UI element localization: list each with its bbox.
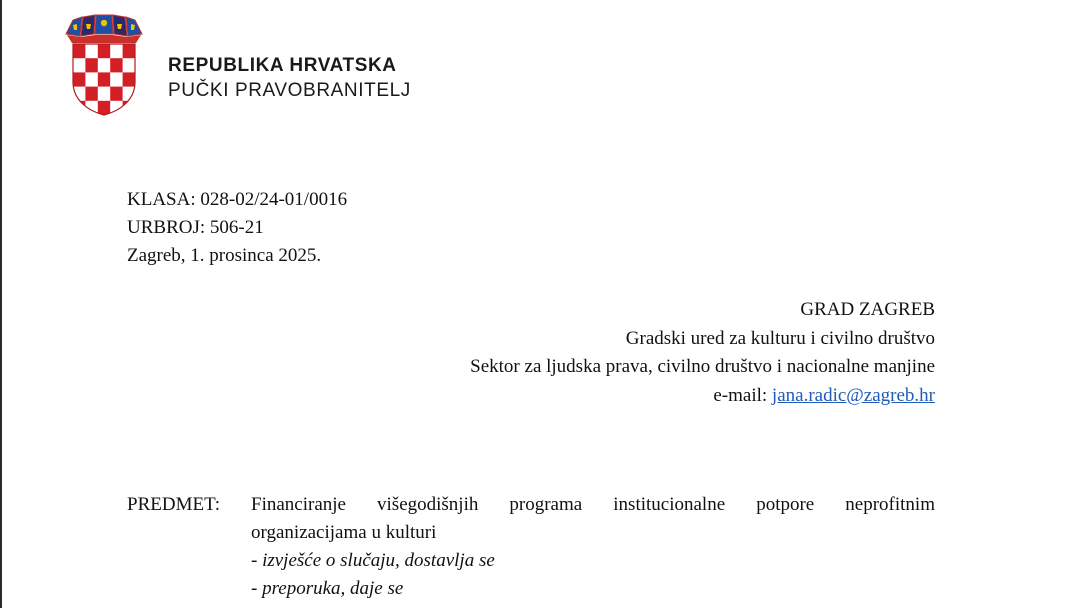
reference-block	[127, 186, 347, 270]
subject-body	[251, 491, 935, 603]
subject-word: potpore	[756, 494, 815, 515]
place-and-date: Zagreb, 1. prosinca 2025.	[127, 245, 322, 266]
recipient-name: GRAD ZAGREB	[800, 299, 935, 320]
institution-name: PUČKI PRAVOBRANITELJ	[168, 80, 411, 101]
recipient-block	[470, 296, 935, 410]
subject-word: Financiranje	[251, 494, 346, 515]
subject-word: višegodišnjih	[377, 494, 479, 515]
email-link[interactable]: jana.radic@zagreb.hr	[771, 384, 935, 406]
crown	[66, 15, 142, 43]
recipient-sector: Sektor za ljudska prava, civilno društvo i nacionalne manjine	[470, 356, 935, 377]
subject-word: programa	[509, 494, 583, 515]
klasa-number: KLASA: 028-02/24-01/0016	[127, 189, 348, 210]
institution-header	[168, 54, 411, 104]
subject-line-1	[251, 491, 935, 519]
shield-checkerboard	[73, 44, 135, 116]
urbroj-number: URBROJ: 506-21	[127, 217, 264, 238]
croatian-coat-of-arms-icon	[64, 14, 144, 116]
subject-label: PREDMET:	[127, 494, 221, 515]
recipient-email-line	[470, 382, 935, 411]
subject-line-2: organizacijama u kulturi	[251, 522, 437, 543]
country-name: REPUBLIKA HRVATSKA	[168, 55, 397, 76]
subject-word: institucionalne	[613, 494, 726, 515]
subject-note-report: - izvješće o slučaju, dostavlja se	[251, 550, 495, 571]
subject-note-recommendation: - preporuka, daje se	[251, 578, 404, 599]
email-label: e-mail:	[713, 384, 772, 406]
recipient-office: Gradski ured za kulturu i civilno društvo	[625, 327, 935, 349]
subject-word: neprofitnim	[845, 494, 935, 515]
page-left-border	[0, 0, 2, 608]
